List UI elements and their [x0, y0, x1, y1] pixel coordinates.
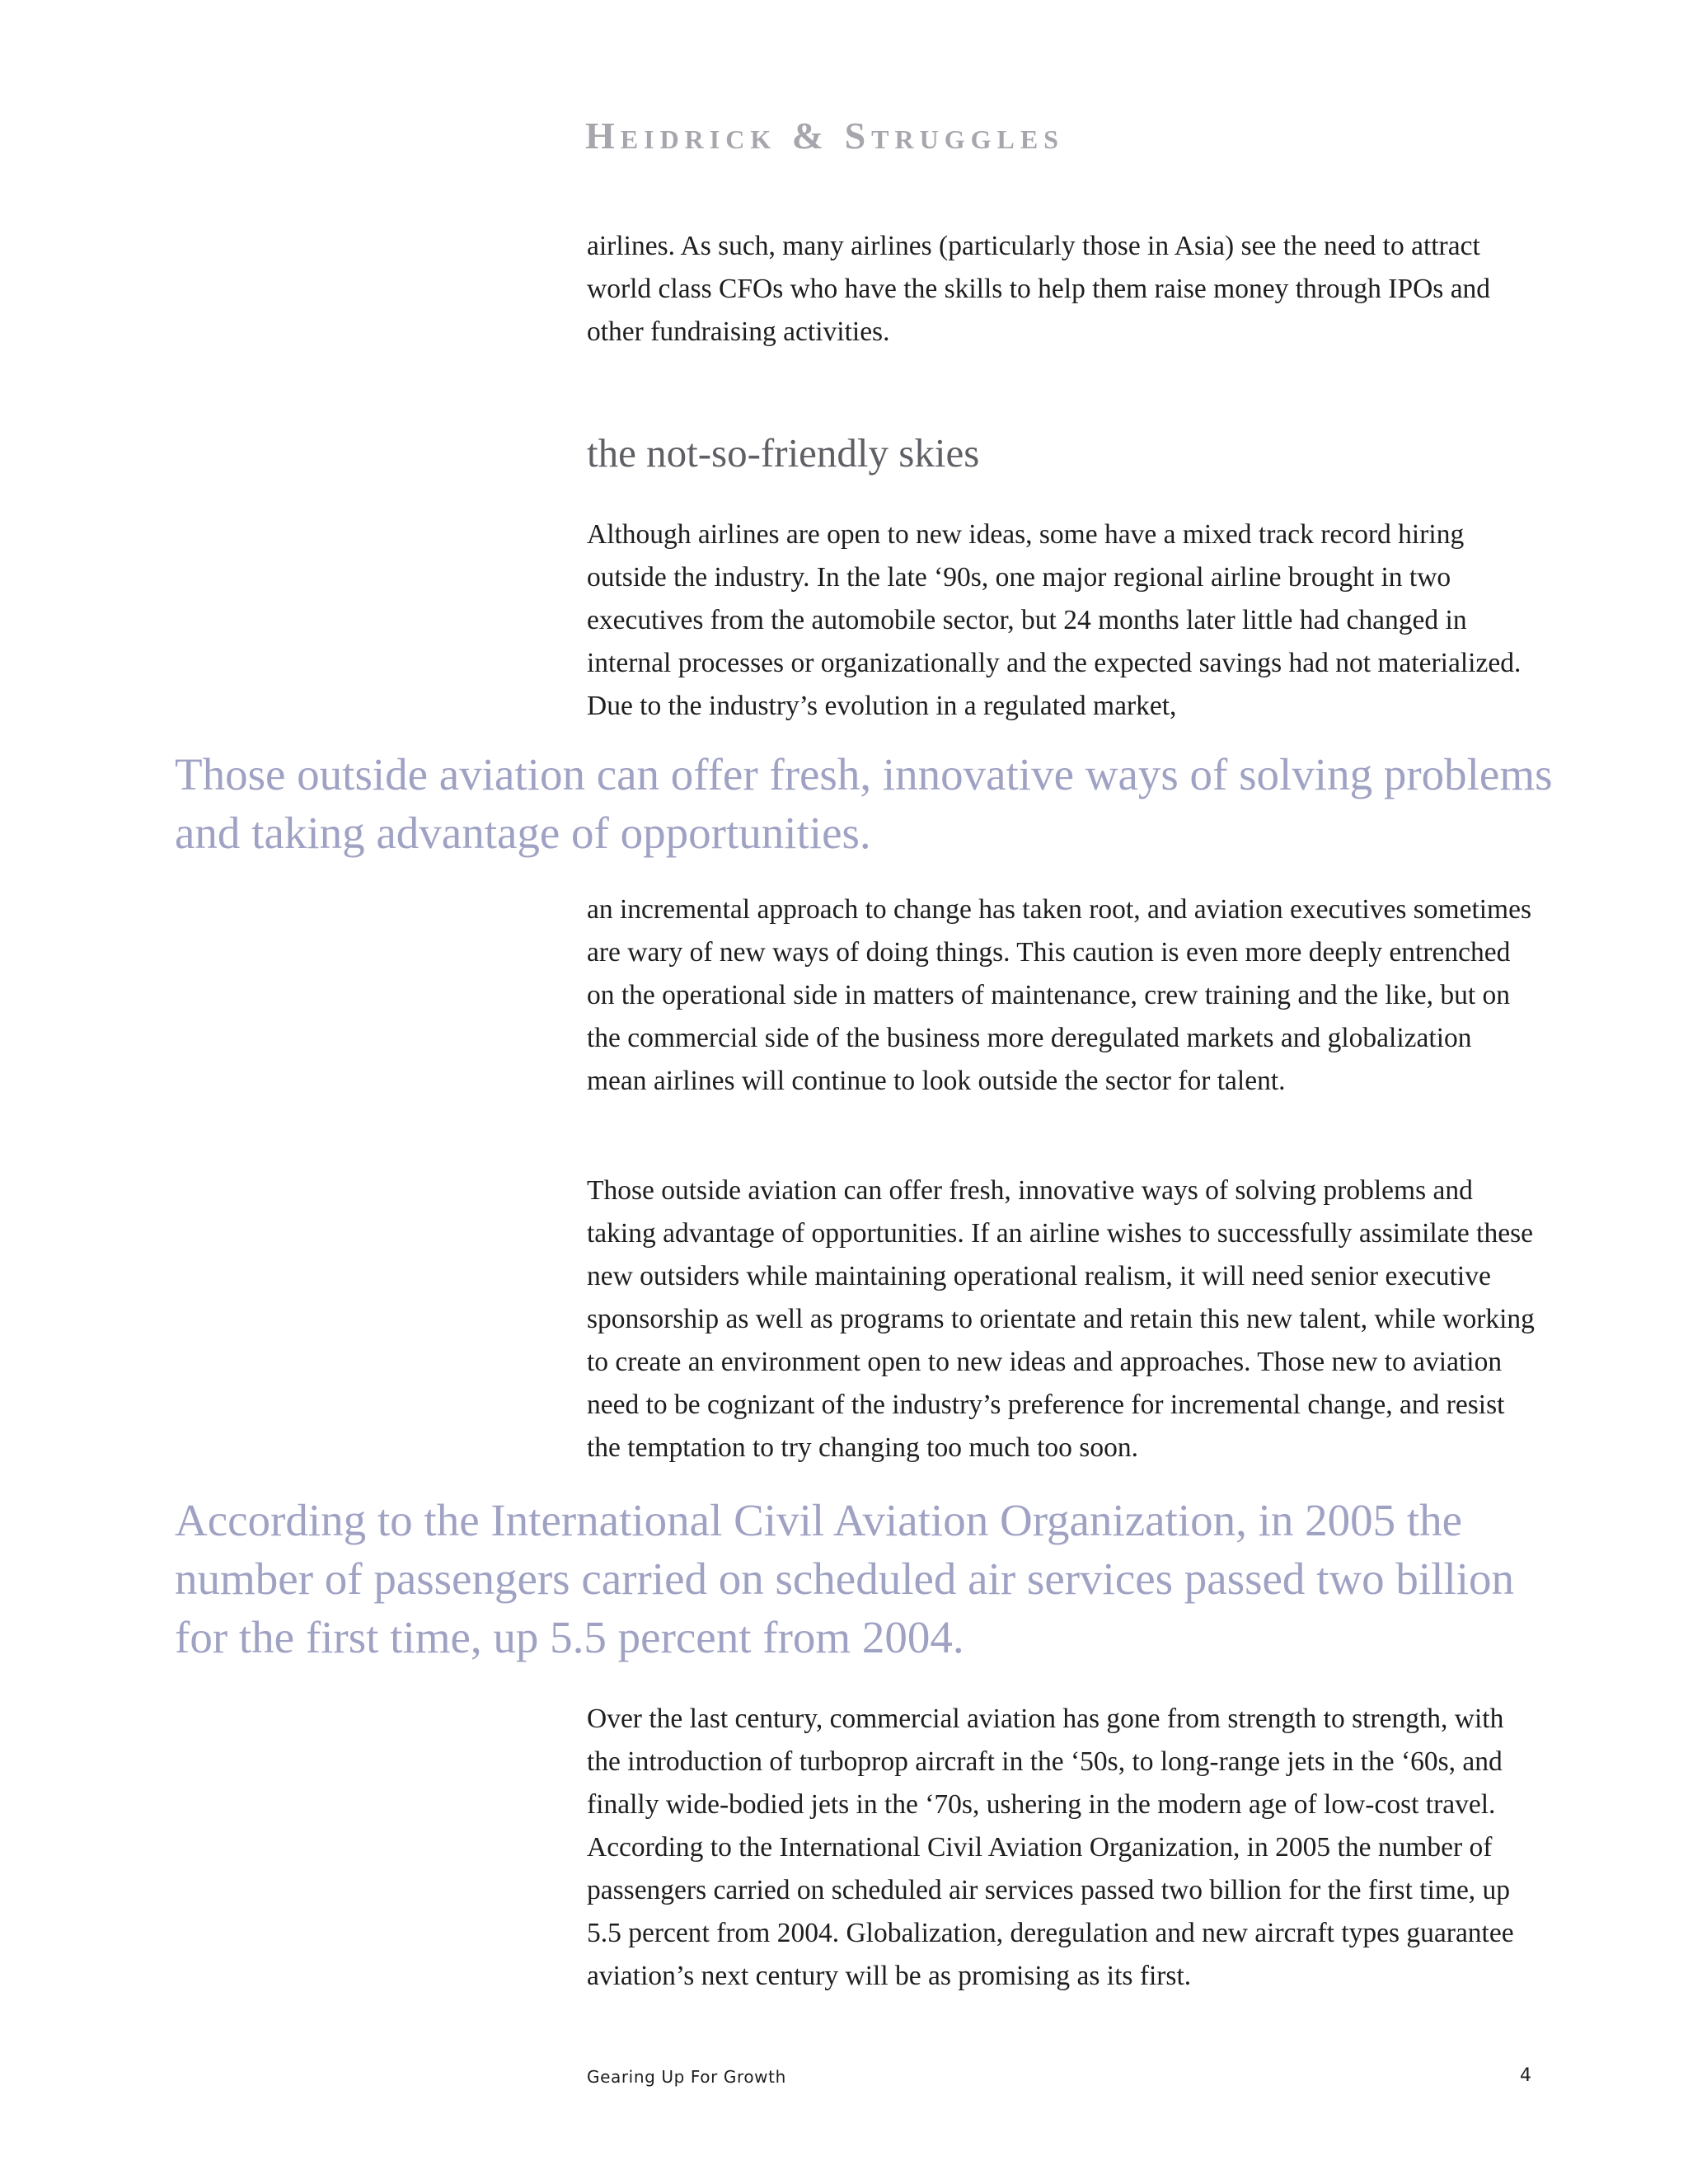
brand-header: Heidrick & Struggles — [585, 115, 1064, 157]
section-heading: the not-so-friendly skies — [587, 430, 980, 476]
pull-quote-icao: According to the International Civil Aviation Organization, in 2005 the number of passengers carried on scheduled air services passed two billion for the first time, up 5.5 percent from 2004. — [175, 1495, 1515, 1662]
footer-publication-title: Gearing Up For Growth — [587, 2067, 786, 2087]
page-number: 4 — [1520, 2065, 1531, 2086]
body-paragraph-incremental-change: an incremental approach to change has taken root, and aviation executives sometimes are wary of new ways of doing things. This caution is even more deeply entrenched on the operational side in matters of maintenance, crew training and the like, but on the commercial side of the business more deregulated markets and globalization mean airlines will continue to look outside the sector for talent. — [587, 894, 1532, 1096]
body-paragraph-track-record: Although airlines are open to new ideas, some have a mixed track record hiring outside the industry. In the late ‘90s, one major regional airline brought in two executives from the automobile sector, but 24 months later little had changed in internal processes or organizationally and the expected savings had not materialized. Due to the industry’s evolution in a regulated market, — [587, 519, 1522, 721]
body-paragraph-aviation-history: Over the last century, commercial aviation has gone from strength to strength, with the introduction of turboprop aircraft in the ‘50s, to long-range jets in the ‘60s, and finally wide-bodied jets in the ‘70s, ushering in the modern age of low-cost travel. According to the International Civil Aviation Organization, in 2005 the number of passengers carried on scheduled air services passed two billion for the first time, up 5.5 percent from 2004. Globalization, deregulation and new aircraft types guarantee aviation’s next century will be as promising as its first. — [587, 1704, 1514, 1991]
body-paragraph-outsiders: Those outside aviation can offer fresh, innovative ways of solving problems and taking advantage of opportunities. If an airline wishes to successfully assimilate these new outsiders while maintaining operational realism, it will need senior executive sponsorship as well as programs to orientate and retain this new talent, while working to create an environment open to new ideas and approaches. Those new to aviation need to be cognizant of the industry’s preference for incremental change, and resist the temptation to try changing too much too soon. — [587, 1175, 1535, 1463]
body-paragraph-intro: airlines. As such, many airlines (particularly those in Asia) see the need to attract world class CFOs who have the skills to help them raise money through IPOs and other fundraising activities. — [587, 231, 1491, 347]
pull-quote-outsiders: Those outside aviation can offer fresh, innovative ways of solving problems and taking advantage of opportunities. — [175, 749, 1553, 858]
